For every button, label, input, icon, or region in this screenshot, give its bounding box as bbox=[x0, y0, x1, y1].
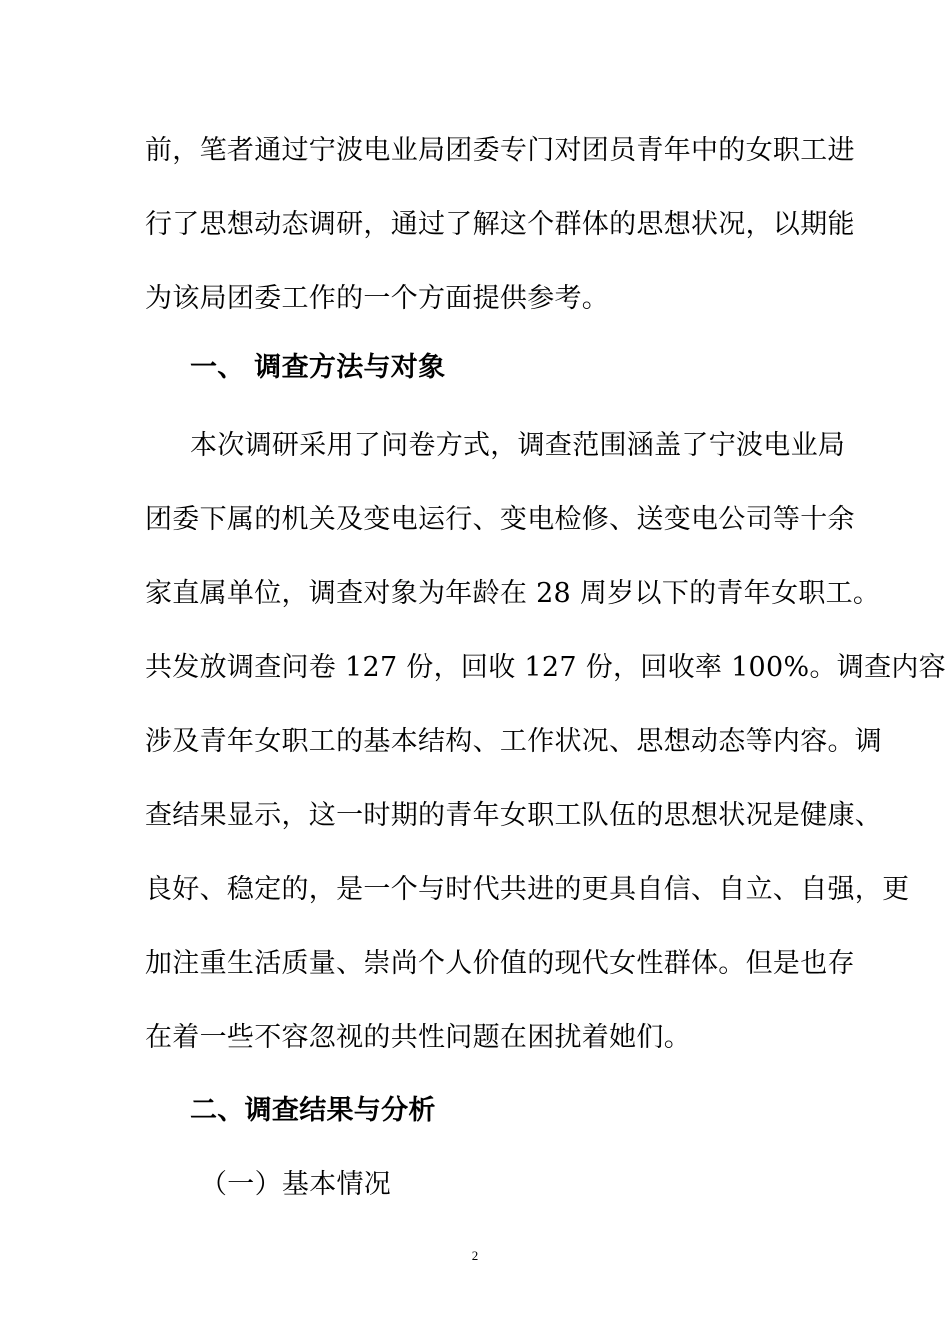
method-line-8: 加注重生活质量、崇尚个人价值的现代女性群体。但是也存 bbox=[145, 948, 855, 979]
method-line-7: 良好、稳定的，是一个与时代共进的更具自信、自立、自强，更 bbox=[145, 874, 910, 905]
method-line-4: 共发放调查问卷 127 份，回收 127 份，回收率 100%。调查内容 bbox=[145, 652, 946, 683]
intro-line-1: 前，笔者通过宁波电业局团委专门对团员青年中的女职工进 bbox=[145, 135, 855, 166]
method-line-1: 本次调研采用了问卷方式，调查范围涵盖了宁波电业局 bbox=[190, 430, 846, 461]
section-heading-1: 一、 调查方法与对象 bbox=[190, 352, 446, 383]
method-line-9: 在着一些不容忽视的共性问题在困扰着她们。 bbox=[145, 1022, 691, 1053]
method-line-3: 家直属单位，调查对象为年龄在 28 周岁以下的青年女职工。 bbox=[145, 578, 881, 609]
method-line-2: 团委下属的机关及变电运行、变电检修、送变电公司等十余 bbox=[145, 504, 855, 535]
section-heading-2: 二、调查结果与分析 bbox=[190, 1095, 436, 1126]
subsection-heading-1: （一）基本情况 bbox=[200, 1169, 392, 1200]
method-line-6: 查结果显示，这一时期的青年女职工队伍的思想状况是健康、 bbox=[145, 800, 883, 831]
page-number: 2 bbox=[471, 1248, 479, 1263]
method-line-5: 涉及青年女职工的基本结构、工作状况、思想动态等内容。调 bbox=[145, 726, 883, 757]
intro-line-3: 为该局团委工作的一个方面提供参考。 bbox=[145, 283, 610, 314]
intro-line-2: 行了思想动态调研，通过了解这个群体的思想状况，以期能 bbox=[145, 209, 855, 240]
